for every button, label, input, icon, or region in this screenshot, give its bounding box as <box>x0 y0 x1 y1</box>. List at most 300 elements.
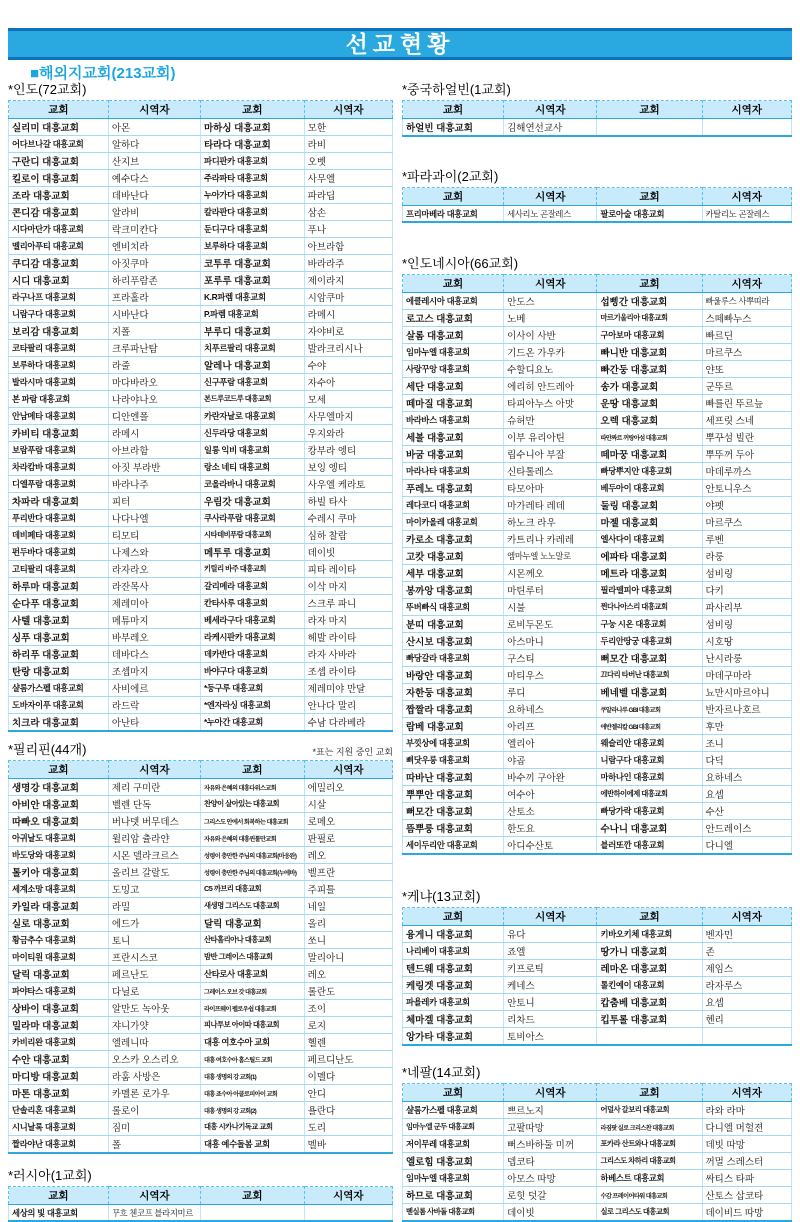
col-header-church: 교회 <box>403 101 504 119</box>
minister-name-cell: 산토스 삽코타 <box>702 1187 792 1204</box>
church-name-cell: 융게니 대흥교회 <box>403 926 504 943</box>
minister-name-cell: 알하다 <box>108 136 200 153</box>
church-name-cell: 샬롬가스펠 대흥교회 <box>403 1102 504 1119</box>
church-name-cell: 보루하다 대흥교회 <box>9 357 109 374</box>
section-philippines <box>8 739 393 1154</box>
minister-name-cell: 사우엘 케라토 <box>304 476 392 493</box>
minister-name-cell: 데빗 따망 <box>702 1136 792 1153</box>
church-name-cell: 킵투롤 대흥교회 <box>597 1011 702 1028</box>
table-row <box>9 966 393 983</box>
table-row <box>403 293 792 310</box>
church-name-cell: 아비안 대흥교회 <box>9 796 109 813</box>
minister-name-cell: 롤로이 <box>108 1102 200 1119</box>
table-row <box>403 344 792 361</box>
table-row <box>9 476 393 493</box>
minister-name-cell: 사비에르 <box>108 680 200 697</box>
minister-name-cell: 라룽 <box>702 548 792 565</box>
section-china-harbin <box>402 79 792 137</box>
minister-name-cell: 디안엔폴 <box>108 408 200 425</box>
church-name-cell: 구란디 대흥교회 <box>9 153 109 170</box>
col-header-church: 교회 <box>403 275 504 293</box>
church-name-cell: 코올라바니 대흥교회 <box>200 476 304 493</box>
minister-name-cell: 시호땅 <box>702 633 792 650</box>
church-name-cell: 탄랑 대흥교회 <box>9 663 109 680</box>
church-name-cell: 대흥 생명의 강 교회(1) <box>200 1068 304 1085</box>
table-row <box>9 408 393 425</box>
minister-name-cell <box>702 119 792 137</box>
table-row <box>9 1000 393 1017</box>
col-header-church: 교회 <box>597 275 702 293</box>
table-row <box>403 119 792 137</box>
table-row <box>9 323 393 340</box>
minister-name-cell: 알만도 녹아웃 <box>108 1000 200 1017</box>
minister-name-cell: 벨렌 단독 <box>108 796 200 813</box>
minister-name-cell: 뇨만시마르야니 <box>702 684 792 701</box>
minister-name-cell: 이멜다 <box>304 1068 392 1085</box>
header-row <box>9 761 393 779</box>
minister-name-cell: 빠울루스 사뿌띠라 <box>702 293 792 310</box>
church-name-cell: 단솔리혼 대흥교회 <box>9 1102 109 1119</box>
minister-name-cell: 바라라주 <box>304 255 392 272</box>
church-name-cell: 삐닷우룽 대흥교회 <box>403 752 504 769</box>
church-name-cell: 조라 대흥교회 <box>9 187 109 204</box>
table-row <box>403 463 792 480</box>
minister-name-cell: 얀또 <box>702 361 792 378</box>
church-name-cell: 실로 대흥교회 <box>9 915 109 932</box>
minister-name-cell: 아스마니 <box>504 633 597 650</box>
table-row <box>9 221 393 238</box>
table-row <box>9 1102 393 1119</box>
minister-name-cell: 수산 <box>702 803 792 820</box>
minister-name-cell: 제리 구미란 <box>108 779 200 796</box>
col-header-minister: 시역자 <box>304 1187 392 1205</box>
col-header-church: 교회 <box>9 101 109 119</box>
minister-name-cell: 반자르나호르 <box>702 701 792 718</box>
table-row <box>9 1017 393 1034</box>
church-name-cell: 순다푸 대흥교회 <box>9 595 109 612</box>
minister-name-cell: 군뚜르 <box>702 378 792 395</box>
section-title-indonesia: *인도네시아(66교회) <box>402 256 519 271</box>
minister-name-cell: 데이빗 <box>304 544 392 561</box>
minister-name-cell: 산지브 <box>108 153 200 170</box>
table-paraguay <box>402 187 792 223</box>
church-name-cell: 피나투보 아이따 대흥교회 <box>200 1017 304 1034</box>
table-row <box>403 752 792 769</box>
col-header-minister: 시역자 <box>108 1187 200 1205</box>
church-name-cell: 알레나 대흥교회 <box>200 357 304 374</box>
church-name-cell: 톨킨예이 대흥교회 <box>597 977 702 994</box>
minister-name-cell: 마르쿠스 <box>702 514 792 531</box>
table-row <box>9 714 393 732</box>
minister-name-cell: 주피틀 <box>304 881 392 898</box>
table-row <box>403 926 792 943</box>
church-name-cell: 에파타 대흥교회 <box>597 548 702 565</box>
table-row <box>9 663 393 680</box>
church-name-cell: 발라시마 대흥교회 <box>9 374 109 391</box>
minister-name-cell: 나제스와 <box>108 544 200 561</box>
church-name-cell: 데비페타 대흥교회 <box>9 527 109 544</box>
minister-name-cell: 헬렌 <box>304 1034 392 1051</box>
minister-name-cell: 아난타 <box>108 714 200 732</box>
minister-name-cell: 뿌뚜꺼 두아 <box>702 446 792 463</box>
church-name-cell: 케링겟 대흥교회 <box>403 977 504 994</box>
table-india <box>8 100 393 732</box>
table-row <box>9 391 393 408</box>
church-name-cell: 키바오키체 대흥교회 <box>597 926 702 943</box>
church-name-cell: 도바자이푸 대흥교회 <box>9 697 109 714</box>
church-name-cell: 카로소 대흥교회 <box>403 531 504 548</box>
minister-name-cell: 라자 사바라 <box>304 646 392 663</box>
minister-name-cell: 자수아 <box>304 374 392 391</box>
section-title-kenya: *케냐(13교회) <box>402 889 481 904</box>
minister-name-cell: 제임스 <box>702 960 792 977</box>
minister-name-cell: 헨리 <box>702 1011 792 1028</box>
church-name-cell: 어다브나갈 대흥교회 <box>9 136 109 153</box>
church-name-cell: 차파라 대흥교회 <box>9 493 109 510</box>
minister-name-cell: 조니 <box>702 735 792 752</box>
church-name-cell: 세상의 빛 대흥교회 <box>9 1205 109 1222</box>
table-row <box>9 544 393 561</box>
minister-name-cell: 키프로틱 <box>504 960 597 977</box>
minister-name-cell: 카멜론 로가우 <box>108 1085 200 1102</box>
church-name-cell: 달릭 대흥교회 <box>9 966 109 983</box>
section-nepal <box>402 1062 792 1222</box>
minister-name-cell: 시바난다 <box>108 306 200 323</box>
minister-name-cell: 나다나엘 <box>108 510 200 527</box>
table-row <box>403 718 792 735</box>
church-name-cell: 캅춤베 대흥교회 <box>597 994 702 1011</box>
minister-name-cell: 아브라함 <box>304 238 392 255</box>
church-name-cell: 상바이 대흥교회 <box>9 1000 109 1017</box>
church-name-cell: 자유와 은혜의 대흥퀸툴만교회 <box>200 830 304 847</box>
minister-name-cell: 로메오 <box>304 813 392 830</box>
minister-name-cell: 요셉 <box>702 994 792 1011</box>
church-name-cell: 엘사다이 대흥교회 <box>597 531 702 548</box>
minister-name-cell: 빠를린 뚜르늪 <box>702 395 792 412</box>
church-name-cell: 라케시판카 대흥교회 <box>200 629 304 646</box>
minister-name-cell: 윌리암 츌라얀 <box>108 830 200 847</box>
section-russia <box>8 1165 393 1222</box>
church-name-cell: *둥구루 대흥교회 <box>200 680 304 697</box>
table-row <box>9 493 393 510</box>
church-name-cell: 마르기울리아 대흥교회 <box>597 310 702 327</box>
church-name-cell: 뜸뿌룽 대흥교회 <box>403 820 504 837</box>
minister-name-cell <box>304 1205 392 1222</box>
section-title-india: *인도(72교회) <box>8 82 87 97</box>
church-name-cell: 바굼 대흥교회 <box>403 446 504 463</box>
table-row <box>403 1153 792 1170</box>
minister-name-cell: 다니엘 머헐젼 <box>702 1119 792 1136</box>
table-row <box>403 701 792 718</box>
section-india <box>8 79 393 732</box>
minister-name-cell: 파사리부 <box>702 599 792 616</box>
table-row <box>9 204 393 221</box>
church-name-cell: 부낏상에 대흥교회 <box>403 735 504 752</box>
church-name-cell: 주라파타 대흥교회 <box>200 170 304 187</box>
church-name-cell: 보루하다 대흥교회 <box>200 238 304 255</box>
minister-name-cell: 심하 찰람 <box>304 527 392 544</box>
church-name-cell: P.파렘 대흥교회 <box>200 306 304 323</box>
minister-name-cell: 시살 <box>304 796 392 813</box>
table-row <box>9 595 393 612</box>
church-name-cell: 하므로 대흥교회 <box>403 1187 504 1204</box>
minister-name-cell: 아짓쿠마 <box>108 255 200 272</box>
church-name-cell: 떼마질 대흥교회 <box>403 395 504 412</box>
church-name-cell: 베두아이 대흥교회 <box>597 480 702 497</box>
minister-name-cell: 멜바 <box>304 1136 392 1154</box>
table-row <box>9 561 393 578</box>
col-header-minister: 시역자 <box>702 101 792 119</box>
minister-name-cell: 아리프 <box>504 718 597 735</box>
table-row <box>403 943 792 960</box>
minister-name-cell: 피타 레이타 <box>304 561 392 578</box>
table-row <box>403 803 792 820</box>
church-name-cell: 파디판카 대흥교회 <box>200 153 304 170</box>
left-column <box>8 79 393 1222</box>
church-name-cell: 파야타스 대흥교회 <box>9 983 109 1000</box>
church-name-cell: 니람구다 대흥교회 <box>9 306 109 323</box>
church-name-cell: 산타로사 대흥교회 <box>200 966 304 983</box>
minister-name-cell: 다키 <box>702 582 792 599</box>
col-header-church: 교회 <box>200 101 304 119</box>
table-row <box>403 616 792 633</box>
table-row <box>403 1187 792 1204</box>
table-row <box>9 646 393 663</box>
minister-name-cell: 쟈니가얏 <box>108 1017 200 1034</box>
minister-name-cell: 스크루 파니 <box>304 595 392 612</box>
minister-name-cell: 프란시스코 <box>108 949 200 966</box>
church-name-cell: 대흥 생명의 강 교회(2) <box>200 1102 304 1119</box>
table-row <box>9 1085 393 1102</box>
minister-name-cell: 라와 라마 <box>702 1102 792 1119</box>
church-name-cell: 성령이 충만한 주님의 대흥교회(마웅완) <box>200 847 304 864</box>
minister-name-cell: 시몬께오 <box>504 565 597 582</box>
minister-name-cell: 요셉 <box>702 786 792 803</box>
table-row <box>403 378 792 395</box>
church-name-cell: 레마온 대흥교회 <box>597 960 702 977</box>
table-row <box>403 735 792 752</box>
header-row <box>403 188 792 206</box>
minister-name-cell: 루벤 <box>702 531 792 548</box>
church-name-cell: 빠당갈라 대흥교회 <box>403 650 504 667</box>
table-row <box>403 684 792 701</box>
minister-name-cell: 크루파난탐 <box>108 340 200 357</box>
minister-name-cell: 데바다스 <box>108 646 200 663</box>
minister-name-cell: 폴 <box>108 1136 200 1154</box>
col-header-church: 교회 <box>403 1084 504 1102</box>
minister-name-cell: 프라홀라 <box>108 289 200 306</box>
church-name-cell: 수감 프레이어타워 대흥교회 <box>597 1187 702 1204</box>
minister-name-cell: 오스카 오스리오 <box>108 1051 200 1068</box>
minister-name-cell: 안나다 말리 <box>304 697 392 714</box>
minister-name-cell: 라자라오 <box>108 561 200 578</box>
minister-name-cell: 조셉마지 <box>108 663 200 680</box>
minister-name-cell: 꺼멀 스레스터 <box>702 1153 792 1170</box>
section-title-paraguay: *파라과이(2교회) <box>402 169 499 184</box>
minister-name-cell: 에리히 안드레아 <box>504 378 597 395</box>
church-name-cell: 푸레노 대흥교회 <box>403 480 504 497</box>
church-name-cell: 빠간둥 대흥교회 <box>597 361 702 378</box>
church-name-cell: 둘링 대흥교회 <box>597 497 702 514</box>
minister-name-cell: 안토니우스 <box>702 480 792 497</box>
col-header-minister: 시역자 <box>304 761 392 779</box>
minister-name-cell: 자야비로 <box>304 323 392 340</box>
minister-name-cell: 엔비치라 <box>108 238 200 255</box>
table-row <box>9 289 393 306</box>
minister-name-cell: 알라비 <box>108 204 200 221</box>
church-name-cell: 분띠 대흥교회 <box>403 616 504 633</box>
title-banner <box>8 28 792 60</box>
header-row <box>403 101 792 119</box>
table-row <box>403 565 792 582</box>
minister-name-cell: 빠르딘 <box>702 327 792 344</box>
church-name-cell: 두리안땅궁 대흥교회 <box>597 633 702 650</box>
church-name-cell: 우림갓 대흥교회 <box>200 493 304 510</box>
table-row <box>403 327 792 344</box>
minister-name-cell: 마티우스 <box>504 667 597 684</box>
church-name-cell: 차라캄바 대흥교회 <box>9 459 109 476</box>
col-header-minister: 시역자 <box>504 1084 597 1102</box>
church-name-cell: 짭짤라 대흥교회 <box>403 701 504 718</box>
church-name-cell: 산타홀리아나 대흥교회 <box>200 932 304 949</box>
minister-name-cell: 죠엘 <box>504 943 597 960</box>
minister-name-cell: 한도요 <box>504 820 597 837</box>
church-name-cell: 보리감 대흥교회 <box>9 323 109 340</box>
minister-name-cell: 뿌꾸섬 빌란 <box>702 429 792 446</box>
col-header-minister: 시역자 <box>304 101 392 119</box>
church-name-cell: 앙가타 대흥교회 <box>403 1028 504 1046</box>
church-name-cell: 마하나인 대흥교회 <box>597 769 702 786</box>
minister-name-cell: 로힛 덧갈 <box>504 1187 597 1204</box>
col-header-minister: 시역자 <box>504 101 597 119</box>
header-row <box>403 1084 792 1102</box>
minister-name-cell: 벨프란 <box>304 864 392 881</box>
church-name-cell: 아귀날도 대흥교회 <box>9 830 109 847</box>
minister-name-cell: 시불 <box>504 599 597 616</box>
church-name-cell: 세부 대흥교회 <box>403 565 504 582</box>
minister-name-cell: 라줄 <box>108 357 200 374</box>
church-name-cell: 웨슬리안 대흥교회 <box>597 735 702 752</box>
minister-name-cell: 안디 <box>304 1085 392 1102</box>
table-row <box>9 255 393 272</box>
col-header-church: 교회 <box>597 101 702 119</box>
minister-name-cell: 수야 <box>304 357 392 374</box>
minister-name-cell: 벤자민 <box>702 926 792 943</box>
col-header-church: 교회 <box>597 188 702 206</box>
minister-name-cell: 구스티 <box>504 650 597 667</box>
church-name-cell: 빠니반 대흥교회 <box>597 344 702 361</box>
church-name-cell: 자한둥 대흥교회 <box>403 684 504 701</box>
minister-name-cell: 엘레니따 <box>108 1034 200 1051</box>
minister-name-cell: 꾸흐 첸코프 블라지미르 <box>108 1205 200 1222</box>
col-header-minister: 시역자 <box>702 188 792 206</box>
table-row <box>403 820 792 837</box>
church-name-cell: 팔로아술 대흥교회 <box>597 206 702 223</box>
minister-name-cell: 타피아누스 아맛 <box>504 395 597 412</box>
minister-name-cell: 에드가 <box>108 915 200 932</box>
minister-name-cell: 우지와라 <box>304 425 392 442</box>
table-row <box>403 1011 792 1028</box>
minister-name-cell: 아브라함 <box>108 442 200 459</box>
header-row <box>9 101 393 119</box>
minister-name-cell: 제레미아 <box>108 595 200 612</box>
minister-name-cell: 제레미야 만달 <box>304 680 392 697</box>
minister-name-cell: 립수니아 부잘 <box>504 446 597 463</box>
church-name-cell: 푸리반다 대흥교회 <box>9 510 109 527</box>
minister-name-cell: 하리푸람존 <box>108 272 200 289</box>
church-name-cell: 빠당가락 대흥교회 <box>597 803 702 820</box>
table-row <box>9 1136 393 1154</box>
church-name-cell: 데카반다 대흥교회 <box>200 646 304 663</box>
minister-name-cell: 엘리아 <box>504 735 597 752</box>
church-name-cell: 디엘푸람 대흥교회 <box>9 476 109 493</box>
section-title-russia: *러시아(1교회) <box>8 1168 92 1183</box>
minister-name-cell: 난시라룽 <box>702 650 792 667</box>
minister-name-cell: 안토니 <box>504 994 597 1011</box>
table-row <box>9 374 393 391</box>
church-name-cell: 그리스도 차하리 대흥교회 <box>597 1153 702 1170</box>
church-name-cell: 에반젤리칼 GBI 대흥교회 <box>597 718 702 735</box>
minister-name-cell: 쁘르노지 <box>504 1102 597 1119</box>
church-name-cell: 나리베이 대흥교회 <box>403 943 504 960</box>
minister-name-cell: 세프릿 스네 <box>702 412 792 429</box>
minister-name-cell: 루디 <box>504 684 597 701</box>
minister-name-cell: 조셉 라이타 <box>304 663 392 680</box>
table-row <box>9 153 393 170</box>
table-kenya <box>402 907 792 1046</box>
church-name-cell: 실리미 대흥교회 <box>9 119 109 136</box>
minister-name-cell: 제이라지 <box>304 272 392 289</box>
table-indonesia <box>402 274 792 855</box>
church-name-cell: 라짐팟 실로 크리스찬 대흥교회 <box>597 1119 702 1136</box>
table-row <box>9 847 393 864</box>
col-header-minister: 시역자 <box>702 908 792 926</box>
table-row <box>9 983 393 1000</box>
header-row <box>9 1187 393 1205</box>
minister-name-cell: 보잉 엥티 <box>304 459 392 476</box>
table-row <box>403 548 792 565</box>
minister-name-cell: 뻐스바하둘 미꺼 <box>504 1136 597 1153</box>
table-row <box>403 1028 792 1046</box>
church-name-cell: 본드루코드루 대흥교회 <box>200 391 304 408</box>
minister-name-cell: 토니 <box>108 932 200 949</box>
church-name-cell: 카비리완 대흥교회 <box>9 1034 109 1051</box>
table-row <box>403 977 792 994</box>
church-name-cell: 뻐모간 대흥교회 <box>403 803 504 820</box>
church-name-cell: K.R파렘 대흥교회 <box>200 289 304 306</box>
church-name-cell: 수나니 대흥교회 <box>597 820 702 837</box>
church-name-cell: 사랑꾸앙 대흥교회 <box>403 361 504 378</box>
col-header-church: 교회 <box>403 908 504 926</box>
minister-name-cell: 신타톨레스 <box>504 463 597 480</box>
table-row <box>403 429 792 446</box>
church-name-cell: 세단 대흥교회 <box>403 378 504 395</box>
table-row <box>9 136 393 153</box>
minister-name-cell: 아짓 부라반 <box>108 459 200 476</box>
table-row <box>9 272 393 289</box>
minister-name-cell: 예수다스 <box>108 170 200 187</box>
church-name-cell: 블러또깐 대흥교회 <box>597 837 702 855</box>
church-name-cell: 고티팔리 대흥교회 <box>9 561 109 578</box>
church-name-cell: 사텔 대흥교회 <box>9 612 109 629</box>
church-name-cell: 카비티 대흥교회 <box>9 425 109 442</box>
table-row <box>9 170 393 187</box>
church-name-cell: 둔디구다 대흥교회 <box>200 221 304 238</box>
church-name-cell: 프리마베라 대흥교회 <box>403 206 504 223</box>
overseas-churches-heading: ■해외지교회(213교회) <box>30 65 176 82</box>
church-name-cell: 빠당뿌지안 대흥교회 <box>597 463 702 480</box>
church-name-cell: 톨키아 대흥교회 <box>9 864 109 881</box>
